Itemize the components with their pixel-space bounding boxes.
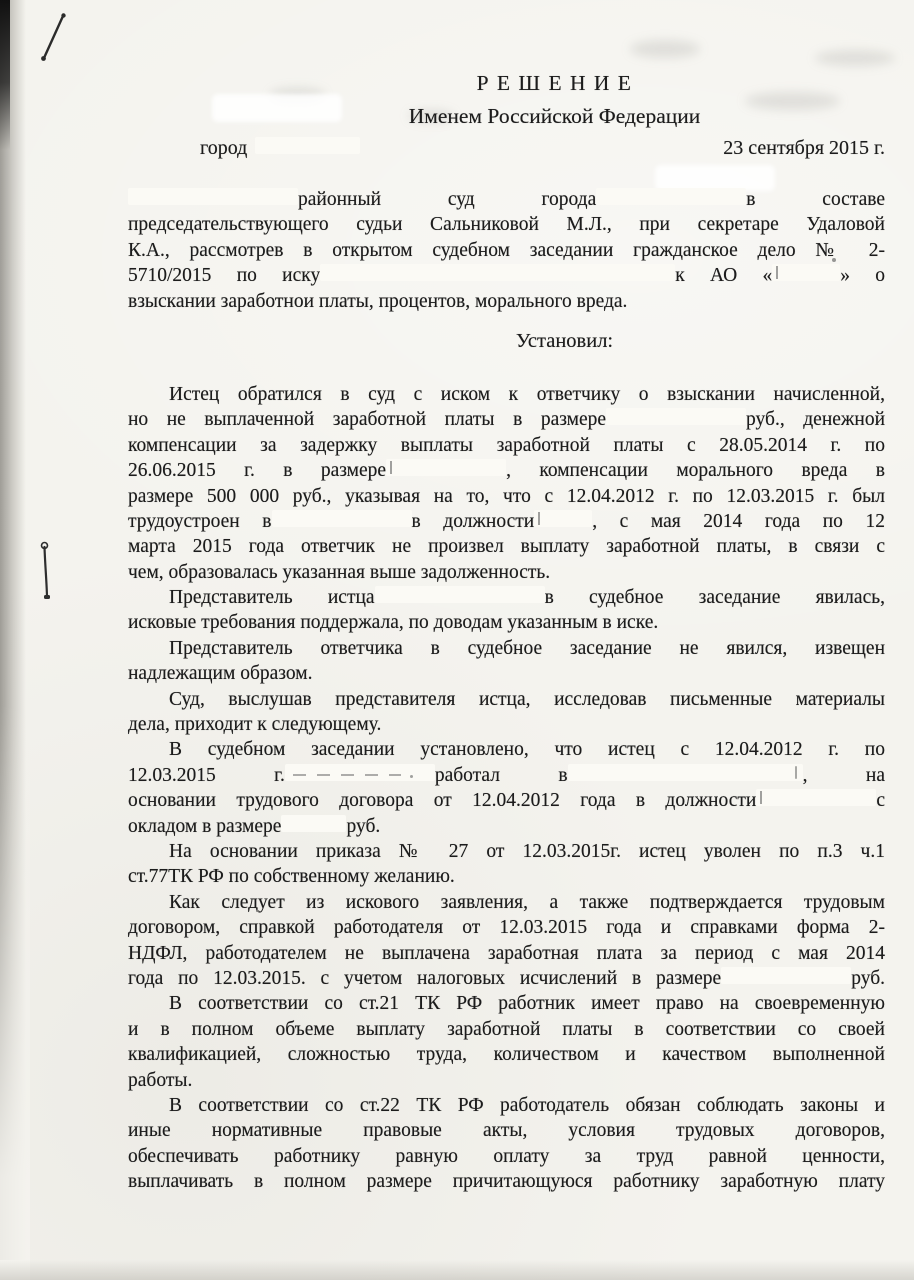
text-line — [128, 458, 885, 483]
text-segment: , компенсации морального вреда в — [506, 460, 885, 482]
text-segment: На основании приказа № 27 от 12.03.2015г. истец уволен по п.3 ч.1 — [169, 840, 885, 862]
text-segment: 26.06.2015 г. в размере — [128, 460, 387, 482]
text-segment: Истец обратился в суд с иском к ответчику о взыскании начисленной, — [169, 383, 885, 405]
city-label: город — [200, 137, 248, 159]
text-line — [128, 433, 885, 458]
text-segment: » о — [840, 265, 886, 287]
text-segment: Суд, выслушав представителя истца, исследовав письменные материалы — [169, 688, 885, 710]
paragraph — [128, 636, 885, 687]
text-line — [128, 864, 885, 889]
text-segment: 5710/2015 по иску — [128, 265, 321, 287]
text-segment: трудоустроен в — [128, 510, 272, 532]
redaction-gap — [128, 188, 298, 205]
text-line — [128, 661, 885, 686]
text-line — [128, 534, 885, 559]
text-segment: 12.03.2015 г. — [128, 764, 285, 786]
paragraph — [128, 187, 885, 314]
redaction-gap — [386, 459, 506, 476]
text-segment: в составе — [746, 189, 885, 210]
text-line — [128, 1068, 885, 1093]
text-line — [128, 509, 885, 534]
document-content — [128, 0, 885, 1194]
text-segment: руб. — [851, 967, 885, 989]
redaction-gap — [606, 408, 746, 425]
text-segment: В соответствии со ст.22 ТК РФ работодатель обязан соблюдать законы и — [169, 1094, 885, 1116]
text-segment: марта 2015 года ответчик не произвел выплату заработной платы, в связи с — [128, 536, 885, 558]
text-line — [128, 1169, 885, 1194]
scan-edge-fade — [0, 0, 30, 1280]
text-segment: но не выплаченной заработной платы в размере — [128, 409, 607, 431]
text-line — [128, 941, 885, 966]
text-line — [128, 1042, 885, 1067]
redaction-gap — [721, 967, 851, 984]
text-line — [128, 966, 885, 991]
city-line — [128, 135, 360, 161]
text-segment: компенсации за задержку выплаты заработной платы с 28.05.2014 г. по — [128, 434, 885, 456]
redaction-gap — [272, 510, 412, 527]
paragraph — [128, 737, 885, 839]
text-segment: В соответствии со ст.21 ТК РФ работник имеет право на своевременную — [169, 993, 885, 1015]
redaction-gap — [320, 264, 675, 281]
redaction-gap — [285, 764, 435, 781]
document-title: Р Е Ш Е Н И Е — [476, 71, 633, 95]
text-segment: и в полном объеме выплату заработной платы в соответствии со своей — [128, 1018, 885, 1040]
text-line — [128, 737, 885, 762]
text-segment: к АО « — [675, 265, 773, 287]
text-segment: окладом в размере — [128, 815, 282, 837]
paragraph — [128, 991, 885, 1093]
date-line — [128, 135, 885, 161]
text-line — [128, 610, 885, 635]
section-heading: Установил: — [515, 329, 614, 352]
text-line — [128, 238, 885, 263]
text-line — [128, 636, 885, 661]
redaction-gap — [772, 264, 840, 281]
redaction-gap — [534, 510, 592, 527]
document-body — [128, 187, 885, 1194]
scan-bottom-shadow — [0, 1260, 914, 1280]
text-segment: основании трудового договора от 12.04.2012 года в должности — [128, 790, 757, 812]
text-line — [128, 763, 885, 788]
decision-date: 23 сентября 2015 г. — [723, 137, 885, 159]
text-line — [128, 839, 885, 864]
text-line — [128, 814, 885, 839]
text-segment: К.А., рассмотрев в открытом судебном заседании гражданское дело № 2- — [128, 239, 885, 261]
text-line — [128, 1017, 885, 1042]
text-segment: Как следует из искового заявления, а также подтверждается трудовым — [169, 891, 885, 913]
redaction-gap — [568, 764, 803, 781]
paragraph — [128, 1093, 885, 1195]
redaction-gap — [281, 815, 346, 832]
text-line — [128, 788, 885, 813]
text-segment: надлежащим образом. — [128, 663, 313, 685]
text-segment: взыскании заработнои платы, процентов, морального вреда. — [128, 290, 628, 312]
text-segment: размере 500 000 руб., указывая на то, что с 12.04.2012 г. по 12.03.2015 г. был — [128, 485, 885, 507]
text-segment: дела, приходит к следующему. — [128, 714, 382, 736]
text-segment: с — [876, 790, 885, 812]
text-line — [128, 1118, 885, 1143]
text-segment: НДФЛ, работодателем не выплачена заработная плата за период с мая 2014 — [128, 942, 885, 964]
text-line — [128, 187, 885, 212]
text-line — [128, 407, 885, 432]
text-segment: руб., денежной — [746, 409, 885, 431]
text-segment: работы. — [128, 1069, 193, 1091]
paragraph — [128, 687, 885, 738]
text-segment: чем, образовалась указанная выше задолженность. — [128, 561, 551, 583]
paragraph — [128, 382, 885, 585]
text-segment: в судебное заседание явилась, — [544, 587, 885, 609]
text-line — [128, 1144, 885, 1169]
text-line — [128, 484, 885, 509]
document-subtitle: Именем Российской Федерации — [408, 104, 701, 128]
text-segment: ст.77ТК РФ по собственному желанию. — [128, 866, 455, 888]
redaction-gap — [596, 188, 746, 205]
paragraph — [128, 890, 885, 992]
text-segment: в должности — [411, 510, 535, 532]
text-segment: иные нормативные правовые акты, условия трудовых договоров, — [128, 1120, 885, 1142]
paragraph — [128, 839, 885, 890]
text-segment: Представитель истца — [169, 587, 375, 609]
text-line — [128, 382, 885, 407]
text-segment: , на — [802, 764, 885, 786]
text-segment: исковые требования поддержала, по доводам указанным в иске. — [128, 612, 659, 634]
text-segment: , с мая 2014 года по 12 — [592, 510, 886, 532]
text-line — [128, 263, 885, 288]
diagonal-pen-stroke-mark — [34, 10, 74, 66]
text-line — [128, 890, 885, 915]
text-segment: обеспечивать работнику равную оплату за труд равной ценности, — [128, 1145, 885, 1167]
redaction-gap-city — [255, 137, 360, 154]
vertical-pen-stroke-mark — [36, 538, 56, 608]
text-segment: руб. — [346, 815, 381, 837]
text-line — [128, 915, 885, 940]
text-segment: договором, справкой работодателя от 12.03.2015 года и справками форма 2- — [128, 917, 885, 939]
text-line — [128, 712, 885, 737]
text-segment: года по 12.03.2015. с учетом налоговых исчислений в размере — [128, 967, 722, 989]
redaction-gap — [756, 789, 876, 806]
text-segment: председательствующего судьи Сальниковой М.Л., при секретаре Удаловой — [128, 214, 885, 236]
text-segment: выплачивать в полном размере причитающуюся работнику заработную плату — [128, 1171, 885, 1193]
text-line — [128, 1093, 885, 1118]
redaction-gap — [375, 586, 545, 603]
text-line — [128, 687, 885, 712]
text-line — [128, 212, 885, 237]
text-line — [128, 560, 885, 585]
text-segment: районный суд города — [298, 189, 597, 210]
text-line — [128, 585, 885, 610]
text-segment: квалификацией, сложностью труда, количеством и качеством выполненной — [128, 1044, 885, 1066]
text-line — [128, 991, 885, 1016]
text-segment: В судебном заседании установлено, что истец с 12.04.2012 г. по — [169, 739, 885, 761]
text-segment: Представитель ответчика в судебное заседание не явился, извещен — [169, 637, 885, 659]
text-segment: работал в — [434, 764, 568, 786]
paragraph — [128, 585, 885, 636]
text-line — [128, 289, 885, 314]
